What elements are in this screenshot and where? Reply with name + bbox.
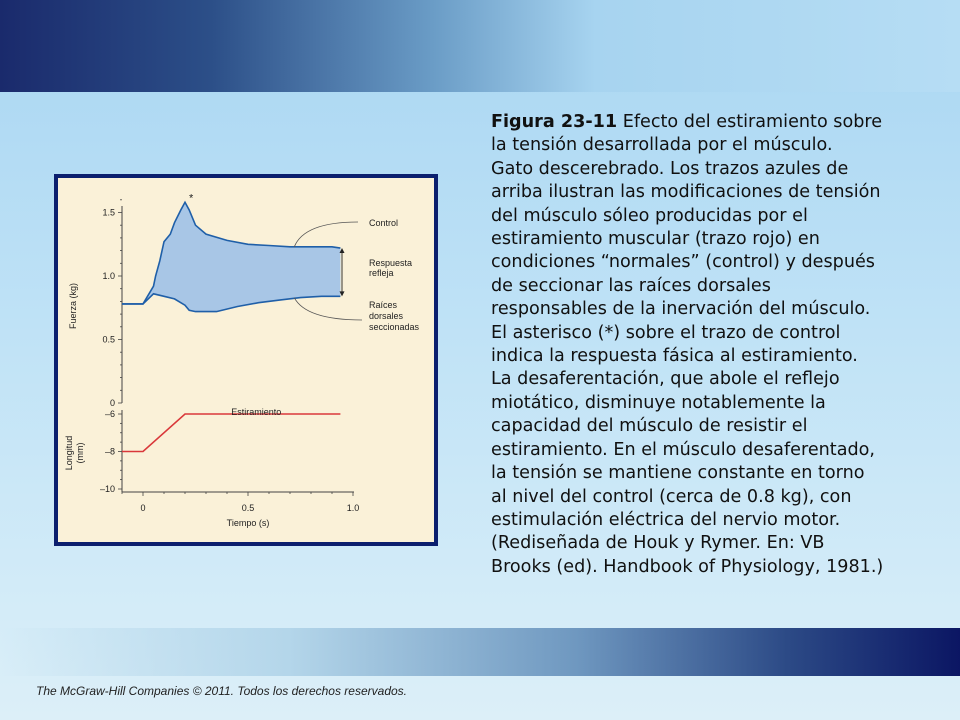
figure-frame	[54, 174, 438, 546]
caption-label: Figura 23-11	[491, 112, 618, 132]
chart	[58, 178, 434, 542]
response-area	[122, 202, 340, 311]
force-tick-label: 1.5	[102, 207, 115, 218]
length-tick-label: –6	[104, 409, 115, 419]
time-tick-label: 1.0	[346, 503, 360, 513]
figure-panel	[58, 178, 434, 542]
reflex-label-line: Respuesta	[369, 258, 413, 268]
copyright-footer: The McGraw-Hill Companies © 2011. Todos los derechos reservados.	[36, 684, 408, 698]
length-tick-label: –8	[104, 446, 115, 457]
time-tick-label: 0	[140, 503, 146, 513]
stretch-label: Estiramiento	[231, 407, 282, 417]
figure-caption	[491, 111, 931, 579]
header-band	[0, 0, 960, 92]
roots-label-line: seccionadas	[369, 322, 420, 332]
roots-label-line: dorsales	[369, 311, 404, 321]
phasic-response-asterisk: *	[189, 192, 194, 205]
roots-leader-line	[294, 298, 362, 320]
time-axis-label: Tiempo (s)	[226, 518, 270, 528]
footer-band	[0, 628, 960, 676]
reflex-label-line: refleja	[369, 268, 394, 278]
force-tick-label: 0	[109, 398, 115, 408]
control-label: Control	[369, 218, 399, 228]
force-tick-label: 1.0	[102, 271, 115, 281]
time-tick-label: 0.5	[241, 503, 255, 513]
caption-text: Efecto del estiramiento sobre la tensión desarrollada por el músculo. Gato descerebrado. Los trazos azules de arriba ilustran las modificaciones de tensión del músculo sóleo producidas por el estiramiento muscular (trazo rojo) en condiciones “normales” (control) y después de seccionar las raíces dorsales responsables de la inervación del músculo. El asterisco (*) sobre el trazo de control indica la respuesta fásica al estiramiento. La desaferentación, que abole el reflejo miotático, disminuye notablemente la capacidad del músculo de resistir el estiramiento. En el músculo desaferentado, la tensión se mantiene constante en torno al nivel del control (cerca de 0.8 kg), con estimulación eléctrica del nervio motor. (Rediseñada de Houk y Rymer. En: VB Brooks (ed). Handbook of Physiology, 1981.)	[491, 112, 884, 577]
length-axis-label-line1: Longitud	[64, 435, 74, 471]
length-axis-label-line2: (mm)	[75, 442, 85, 464]
length-tick-label: –10	[99, 484, 115, 494]
force-axis-label: Fuerza (kg)	[68, 282, 78, 330]
roots-label-line: Raíces	[369, 300, 398, 310]
control-leader-line	[294, 222, 358, 247]
force-tick-label: 0.5	[102, 334, 115, 345]
stretch-trace	[122, 414, 340, 452]
